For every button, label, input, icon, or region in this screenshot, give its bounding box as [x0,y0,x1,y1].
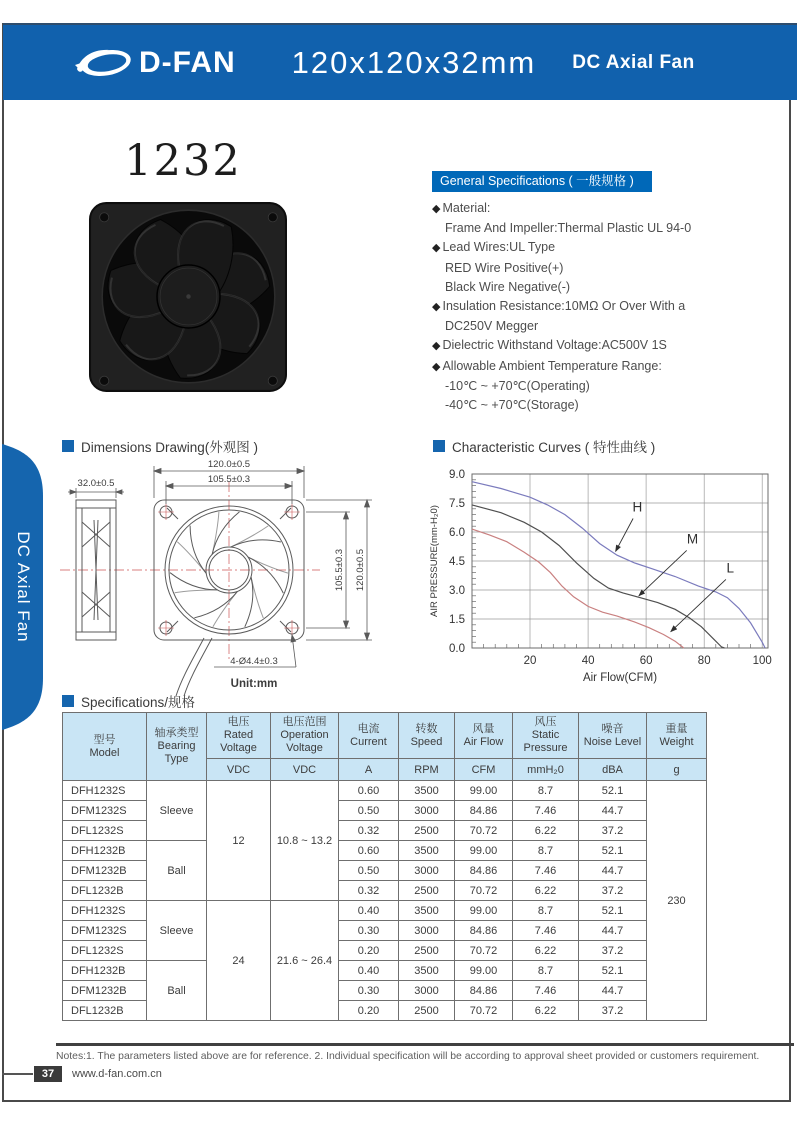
curve-M [472,505,725,648]
cell-rated-voltage: 12 [207,781,271,901]
cell-current: 0.30 [339,921,399,941]
cell-model: DFL1232B [63,881,147,901]
cell-noise: 44.7 [579,801,647,821]
table-row [63,961,707,981]
cell-air-flow: 99.00 [455,961,513,981]
diamond-bullet-icon: ◆ [432,340,441,353]
cell-noise: 37.2 [579,1001,647,1021]
page-title-size: 120x120x32mm [291,44,537,80]
curves-svg [426,464,782,686]
col-header-current: 电流 Current [339,713,399,759]
cell-current: 0.40 [339,961,399,981]
col-unit-static-pressure: mmH₂0 [513,759,579,781]
general-spec-item: -10℃ ~ +70℃(Operating) [445,378,590,393]
cell-static-pressure: 6.22 [513,941,579,961]
cell-noise: 44.7 [579,861,647,881]
cell-current: 0.20 [339,941,399,961]
header-band [3,23,797,100]
x-tick-label: 100 [752,655,772,667]
general-spec-item: ◆ Insulation Resistance:10MΩ Or Over With a [432,299,686,314]
cell-static-pressure: 6.22 [513,1001,579,1021]
dimensions-title: Dimensions Drawing(外观图 ) [81,440,259,455]
cell-model: DFL1232S [63,821,147,841]
cell-current: 0.32 [339,821,399,841]
curve-label-L: L [726,560,735,576]
cell-noise: 44.7 [579,921,647,941]
col-unit-speed: RPM [399,759,455,781]
col-unit-current: A [339,759,399,781]
cell-speed: 2500 [399,881,455,901]
cell-speed: 3500 [399,781,455,801]
diamond-bullet-icon: ◆ [432,360,441,373]
general-spec-item: ◆ Allowable Ambient Temperature Range: [432,358,662,373]
cell-static-pressure: 6.22 [513,821,579,841]
general-spec-item: ◆ Dielectric Withstand Voltage:AC500V 1S [432,338,667,353]
brand-logo [75,45,236,81]
cell-air-flow: 84.86 [455,801,513,821]
cell-current: 0.32 [339,881,399,901]
cell-static-pressure: 8.7 [513,781,579,801]
y-tick-label: 6.0 [449,527,465,539]
cell-static-pressure: 8.7 [513,841,579,861]
cell-static-pressure: 7.46 [513,921,579,941]
curve-L [472,529,684,648]
website-link[interactable]: www.d-fan.com.cn [72,1068,162,1080]
cell-noise: 52.1 [579,901,647,921]
general-specs-title-bar: General Specifications ( 一般规格 ) [432,171,652,192]
cell-noise: 37.2 [579,821,647,841]
cell-current: 0.20 [339,1001,399,1021]
cell-noise: 52.1 [579,961,647,981]
cell-static-pressure: 8.7 [513,961,579,981]
cell-model: DFL1232B [63,1001,147,1021]
dim-mounting-holes: 4-Ø4.4±0.3 [230,656,278,667]
col-unit-rated-voltage: VDC [207,759,271,781]
x-tick-label: 40 [581,655,595,667]
page-number: 37 [34,1066,62,1082]
y-tick-label: 0.0 [449,643,465,655]
cell-noise: 37.2 [579,881,647,901]
col-header-bearing: 轴承类型 Bearing Type [147,713,207,781]
diamond-bullet-icon: ◆ [432,203,441,215]
general-spec-item: -40℃ ~ +70℃(Storage) [445,398,579,413]
cell-air-flow: 84.86 [455,981,513,1001]
curve-label-M: M [686,531,699,547]
dim-hole-pitch-h: 105.5±0.3 [207,474,251,485]
col-unit-noise: dBA [579,759,647,781]
section-header-specifications [62,691,195,711]
model-number: 1232 [124,136,242,186]
specifications-table [62,712,707,1021]
cell-model: DFH1232S [63,901,147,921]
cell-bearing: Ball [147,961,207,1021]
cell-air-flow: 84.86 [455,861,513,881]
cell-current: 0.60 [339,841,399,861]
y-tick-label: 1.5 [449,614,465,626]
col-unit-operation-voltage: VDC [271,759,339,781]
footer-rule [56,1043,794,1046]
side-tab-label: DC Axial Fan [14,531,33,643]
curves-title: Characteristic Curves ( 特性曲线 ) [452,440,656,455]
y-tick-label: 4.5 [449,556,465,568]
col-header-model: 型号 Model [63,713,147,781]
cell-model: DFM1232S [63,921,147,941]
cell-air-flow: 70.72 [455,881,513,901]
dim-unit: Unit:mm [230,678,278,690]
general-spec-item: Frame And Impeller:Thermal Plastic UL 94-0 [445,221,692,236]
page-border-bottom [2,1100,791,1102]
y-tick-label: 7.5 [449,498,465,510]
square-bullet-icon [62,695,74,707]
dimensions-drawing [54,452,398,702]
cell-model: DFH1232B [63,841,147,861]
y-tick-label: 9.0 [449,469,465,481]
page-border-right [789,23,791,1102]
cell-speed: 2500 [399,1001,455,1021]
cell-current: 0.30 [339,981,399,1001]
cell-speed: 3000 [399,861,455,881]
cell-noise: 52.1 [579,781,647,801]
cell-weight: 230 [647,781,707,1021]
cell-static-pressure: 7.46 [513,861,579,881]
dimension-lines [68,466,372,667]
cell-speed: 3000 [399,801,455,821]
cell-bearing: Sleeve [147,781,207,841]
general-spec-item: Black Wire Negative(-) [445,279,571,294]
cell-noise: 52.1 [579,841,647,861]
cell-noise: 37.2 [579,941,647,961]
x-tick-label: 80 [697,655,711,667]
cell-model: DFH1232S [63,781,147,801]
cell-current: 0.50 [339,801,399,821]
dim-frame-width: 120.0±0.5 [207,459,251,470]
cell-static-pressure: 7.46 [513,801,579,821]
cell-model: DFL1232S [63,941,147,961]
col-unit-weight: g [647,759,707,781]
cell-air-flow: 99.00 [455,841,513,861]
cell-speed: 2500 [399,941,455,961]
characteristic-curves-chart [426,464,782,691]
cell-air-flow: 70.72 [455,821,513,841]
curve-H [472,482,765,648]
product-photo-fan [86,198,291,396]
general-spec-item: DC250V Megger [445,319,539,334]
general-specs-list [432,199,782,415]
y-tick-label: 3.0 [449,585,465,597]
cell-air-flow: 99.00 [455,781,513,801]
table-row [63,841,707,861]
diamond-bullet-icon: ◆ [432,242,441,255]
curve-label-H: H [632,499,643,515]
col-header-weight: 重量 Weight [647,713,707,759]
cell-air-flow: 99.00 [455,901,513,921]
x-tick-label: 60 [639,655,653,667]
section-header-curves [433,436,655,456]
cell-static-pressure: 6.22 [513,881,579,901]
dim-hole-pitch-v: 105.5±0.3 [334,548,345,592]
swoosh-ellipse-icon [75,45,133,81]
cell-air-flow: 70.72 [455,941,513,961]
cell-speed: 3000 [399,981,455,1001]
cell-bearing: Sleeve [147,901,207,961]
col-header-noise: 噪音 Noise Level [579,713,647,759]
square-bullet-icon [62,440,74,452]
cell-model: DFM1232B [63,861,147,881]
cell-rated-voltage: 24 [207,901,271,1021]
col-header-air-flow: 风量 Air Flow [455,713,513,759]
col-header-static-pressure: 风压 Static Pressure [513,713,579,759]
cell-current: 0.40 [339,901,399,921]
general-spec-item: ◆ Lead Wires:UL Type [432,240,556,255]
cell-speed: 2500 [399,821,455,841]
x-tick-label: 20 [523,655,537,667]
table-row [63,781,707,801]
table-row [63,901,707,921]
cell-speed: 3000 [399,921,455,941]
page-number-tick [2,1073,33,1075]
side-tab [2,444,44,730]
cell-air-flow: 70.72 [455,1001,513,1021]
cell-air-flow: 84.86 [455,921,513,941]
cell-current: 0.60 [339,781,399,801]
cell-model: DFH1232B [63,961,147,981]
col-header-speed: 转数 Speed [399,713,455,759]
y-axis-label: AIR PRESSURE(mm-H₂0) [429,505,440,617]
dim-frame-height: 120.0±0.5 [355,548,366,592]
cell-model: DFM1232S [63,801,147,821]
cell-speed: 3500 [399,961,455,981]
cell-current: 0.50 [339,861,399,881]
cell-bearing: Ball [147,841,207,901]
diamond-bullet-icon: ◆ [432,301,441,314]
product-type-label: DC Axial Fan [572,51,695,73]
specifications-title: Specifications/规格 [81,695,196,710]
col-header-rated-voltage: 电压 Rated Voltage [207,713,271,759]
side-view [76,500,116,640]
cell-noise: 44.7 [579,981,647,1001]
col-unit-air-flow: CFM [455,759,513,781]
cell-speed: 3500 [399,901,455,921]
cell-operation-voltage: 10.8 ~ 13.2 [271,781,339,901]
cell-speed: 3500 [399,841,455,861]
col-header-operation-voltage: 电压范围 Operation Voltage [271,713,339,759]
dim-depth: 32.0±0.5 [77,478,115,489]
cell-operation-voltage: 21.6 ~ 26.4 [271,901,339,1021]
brand-name: D-FAN [139,45,236,79]
square-bullet-icon [433,440,445,452]
cell-static-pressure: 8.7 [513,901,579,921]
x-axis-label: Air Flow(CFM) [582,672,658,684]
footer-notes: Notes:1. The parameters listed above are for reference. 2. Individual specification will be according to approval sheet provided or customers requirement. [56,1051,760,1062]
cell-static-pressure: 7.46 [513,981,579,1001]
general-spec-item: ◆ Material: [432,201,491,215]
cell-model: DFM1232B [63,981,147,1001]
general-spec-item: RED Wire Positive(+) [445,260,564,275]
